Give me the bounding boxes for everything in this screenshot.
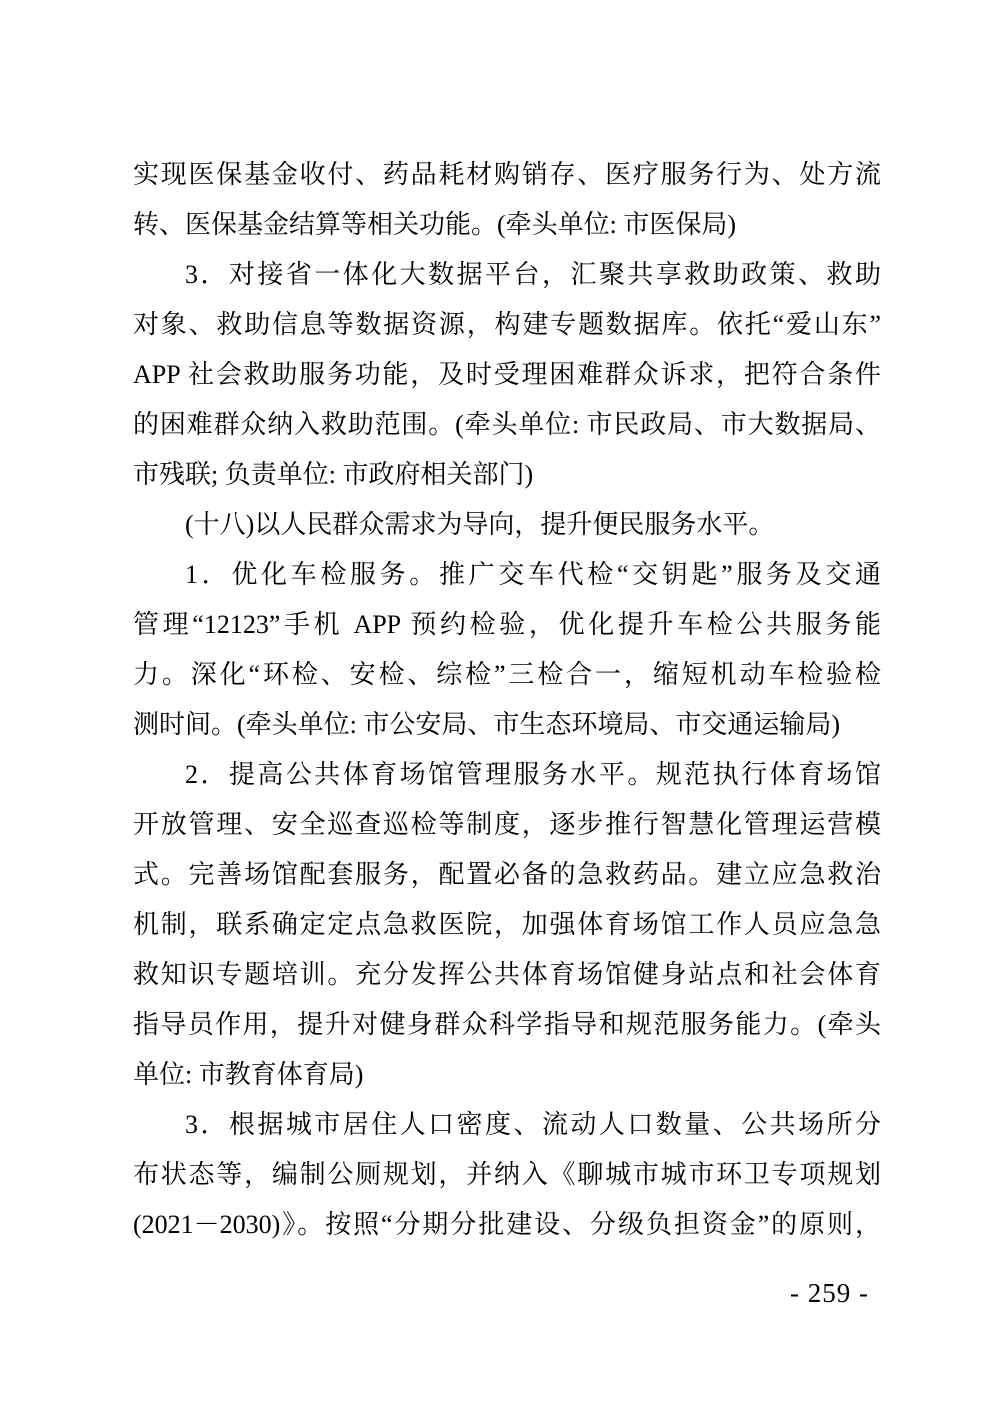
text-line: 力。深化“环检、安检、综检”三检合一，缩短机动车检验检 [133,660,881,689]
text-line: 布状态等，编制公厕规划，并纳入《聊城市城市环卫专项规划 [133,1160,881,1189]
text-line: 对象、救助信息等数据资源，构建专题数据库。依托“爱山东” [133,310,881,339]
text-line: 救知识专题培训。充分发挥公共体育场馆健身站点和社会体育 [133,960,881,989]
text-line: 的困难群众纳入救助范围。(牵头单位: 市民政局、市大数据局、 [133,410,881,439]
text-line: 式。完善场馆配套服务，配置必备的急救药品。建立应急救治 [133,860,881,889]
text-line: 转、医保基金结算等相关功能。(牵头单位: 市医保局) [133,210,737,239]
text-line: 市残联; 负责单位: 市政府相关部门) [133,460,534,489]
text-line: (2021－2030)》。按照“分期分批建设、分级负担资金”的原则， [133,1210,881,1239]
text-line: 3．根据城市居住人口密度、流动人口数量、公共场所分 [185,1110,881,1139]
text-line: 2．提高公共体育场馆管理服务水平。规范执行体育场馆 [185,760,881,789]
section-heading-line: (十八)以人民群众需求为导向，提升便民服务水平。 [185,510,775,539]
text-line: 指导员作用，提升对健身群众科学指导和规范服务能力。(牵头 [133,1010,881,1039]
text-line: APP 社会救助服务功能，及时受理困难群众诉求，把符合条件 [133,360,881,389]
document-body [133,150,881,1250]
text-line: 开放管理、安全巡查巡检等制度，逐步推行智慧化管理运营模 [133,810,881,839]
page-number: - 259 - [790,1278,869,1308]
text-line: 管理“12123”手机 APP 预约检验，优化提升车检公共服务能 [133,610,881,639]
text-line: 单位: 市教育体育局) [133,1060,364,1089]
text-line: 1．优化车检服务。推广交车代检“交钥匙”服务及交通 [185,560,881,589]
text-line: 机制，联系确定定点急救医院，加强体育场馆工作人员应急急 [133,910,881,939]
text-line: 测时间。(牵头单位: 市公安局、市生态环境局、市交通运输局) [133,710,841,739]
text-line: 实现医保基金收付、药品耗材购销存、医疗服务行为、处方流 [133,160,881,189]
text-line: 3．对接省一体化大数据平台，汇聚共享救助政策、救助 [185,260,881,289]
